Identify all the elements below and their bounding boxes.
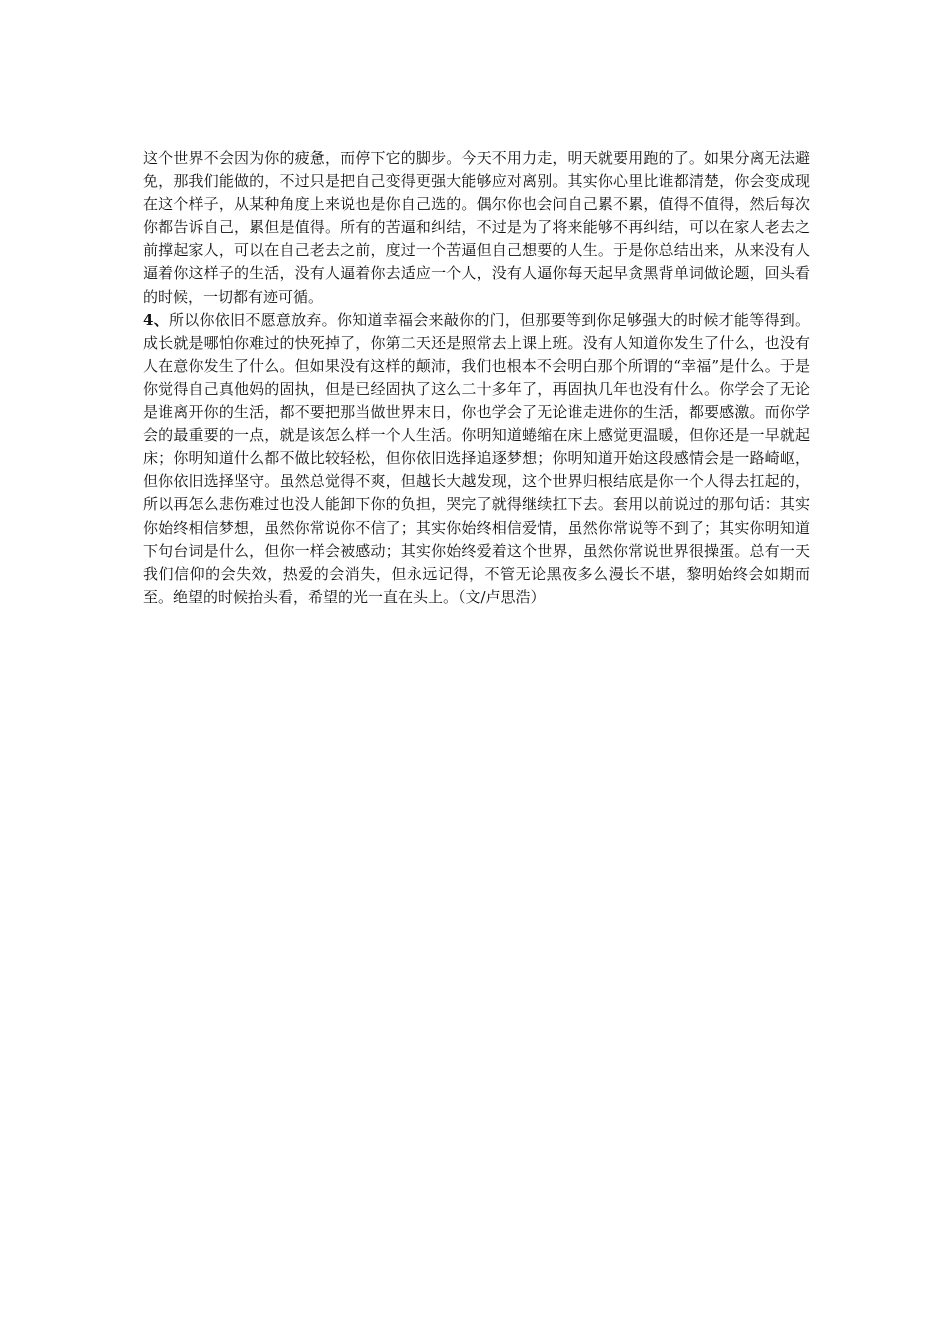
document-body xyxy=(143,147,810,609)
paragraph-2 xyxy=(143,309,810,609)
paragraph-number: 4、 xyxy=(143,310,169,329)
paragraph-1: 这个世界不会因为你的疲惫，而停下它的脚步。今天不用力走，明天就要用跑的了。如果分离无法避免，那我们能做的，不过只是把自己变得更强大能够应对离别。其实你心里比谁都清楚，你会变成现在这个样子，从某种角度上来说也是你自己选的。偶尔你也会问自己累不累，值得不值得，然后每次你都告诉自己，累但是值得。所有的苦逼和纠结，不过是为了将来能够不再纠结，可以在家人老去之前撑起家人，可以在自己老去之前，度过一个苦逼但自己想要的人生。于是你总结出来，从来没有人逼着你这样子的生活，没有人逼着你去适应一个人，没有人逼你每天起早贪黑背单词做论题，回头看的时候，一切都有迹可循。 xyxy=(143,149,810,306)
paragraph-2-text: 所以你依旧不愿意放弃。你知道幸福会来敲你的门，但那要等到你足够强大的时候才能等得到。成长就是哪怕你难过的快死掉了，你第二天还是照常去上课上班。没有人知道你发生了什么，也没有人在意你发生了什么。但如果没有这样的颠沛，我们也根本不会明白那个所谓的“幸福”是什么。于是你觉得自己真他妈的固执，但是已经固执了这么二十多年了，再固执几年也没有什么。你学会了无论是谁离开你的生活，都不要把那当做世界末日，你也学会了无论谁走进你的生活，都要感激。而你学会的最重要的一点，就是该怎么样一个人生活。你明知道蜷缩在床上感觉更温暖，但你还是一早就起床；你明知道什么都不做比较轻松，但你依旧选择追逐梦想；你明知道开始这段感情会是一路崎岖，但你依旧选择坚守。虽然总觉得不爽，但越长大越发现，这个世界归根结底是你一个人得去扛起的，所以再怎么悲伤难过也没人能卸下你的负担，哭完了就得继续扛下去。套用以前说过的那句话：其实你始终相信梦想，虽然你常说你不信了；其实你始终相信爱情，虽然你常说等不到了；其实你明知道下句台词是什么，但你一样会被感动；其实你始终爱着这个世界，虽然你常说世界很操蛋。总有一天我们信仰的会失效，热爱的会消失，但永远记得，不管无论黑夜多么漫长不堪，黎明始终会如期而至。绝望的时候抬头看，希望的光一直在头上。（文/卢思浩） xyxy=(143,310,810,606)
